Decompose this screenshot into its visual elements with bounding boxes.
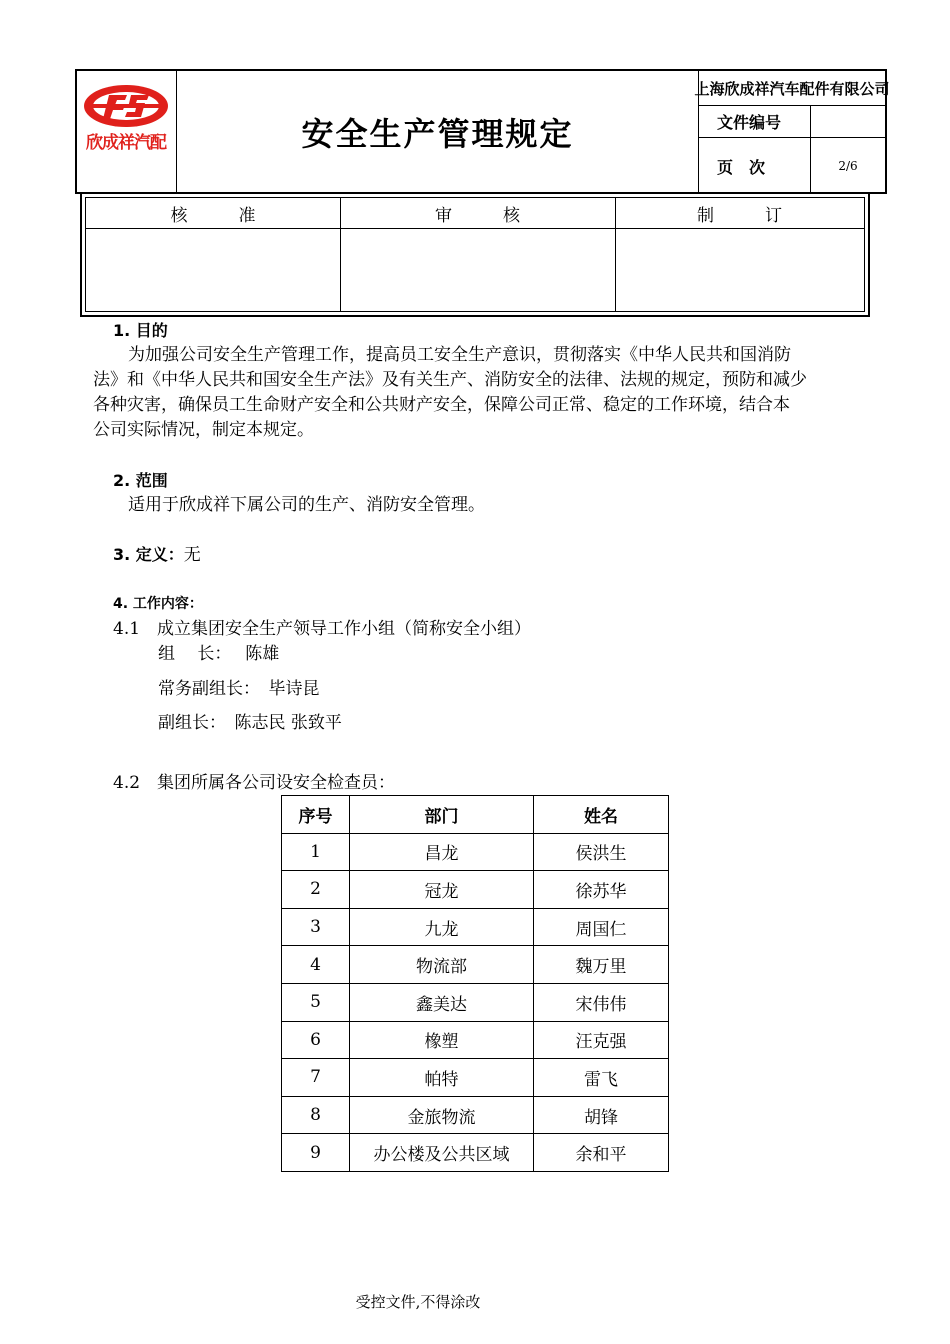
cell-name: 胡锋 [534,1096,669,1134]
doc-no-label: 文件编号 [699,106,811,137]
document-header [75,69,890,194]
footer-note: 受控文件,不得涂改 [355,1293,481,1311]
header-dept: 部门 [350,796,534,834]
section-3-value: 无 [183,545,201,565]
cell-name: 侯洪生 [534,833,669,871]
cell-name: 宋伟伟 [534,983,669,1021]
cell-no: 9 [282,1134,350,1172]
header-name: 姓名 [534,796,669,834]
cell-name: 周国仁 [534,908,669,946]
cell-dept: 办公楼及公共区域 [350,1134,534,1172]
logo-text: 欣成祥汽配 [86,133,166,153]
section-1-line-1: 为加强公司安全生产管理工作，提高员工安全生产意识，贯彻落实《中华人民共和国消防 [128,345,791,365]
doc-no-value [811,106,885,137]
document-info [694,71,890,192]
company-name: 上海欣成祥汽车配件有限公司 [699,71,885,106]
document-title: 安全生产管理规定 [301,114,574,153]
table-row [282,946,669,984]
table-row [282,833,669,871]
cell-no: 7 [282,1059,350,1097]
cell-no: 1 [282,833,350,871]
section-1-line-4: 公司实际情况，制定本规定。 [93,420,314,440]
page-label: 页 次 [699,138,811,194]
table-row [282,1021,669,1059]
cell-no: 8 [282,1096,350,1134]
draft-label: 制 订 [697,205,782,226]
cell-dept: 橡塑 [350,1021,534,1059]
cell-no: 2 [282,871,350,909]
approval-divider [86,228,864,229]
deputy-leader: 副组长： 陈志民 张致平 [158,713,342,733]
section-3 [113,542,201,568]
title-cell [177,71,699,192]
table-row [282,983,669,1021]
cell-dept: 物流部 [350,946,534,984]
cell-name: 余和平 [534,1134,669,1172]
table-row [282,908,669,946]
section-1-heading: 1. 目的 [113,321,168,340]
section-3-heading: 3. 定义： [113,545,184,564]
cell-no: 4 [282,946,350,984]
cell-name: 魏万里 [534,946,669,984]
section-2-text: 适用于欣成祥下属公司的生产、消防安全管理。 [128,495,485,515]
page-row [699,138,885,194]
section-2-heading: 2. 范围 [113,471,168,490]
approve-label: 核 准 [170,205,256,226]
table-row [282,1134,669,1172]
table-row [282,871,669,909]
executive-deputy-leader: 常务副组长： 毕诗昆 [158,679,320,699]
table-header-row [282,796,669,834]
logo-cell [77,71,177,192]
cell-dept: 冠龙 [350,871,534,909]
cell-no: 6 [282,1021,350,1059]
cell-name: 汪克强 [534,1021,669,1059]
company-logo-icon [81,83,171,129]
section-1-line-3: 各种灾害，确保员工生命财产安全和公共财产安全，保障公司正常、稳定的工作环境，结合本 [93,395,790,415]
doc-no-row [699,106,885,138]
table-row [282,1096,669,1134]
section-4-1: 4.1 成立集团安全生产领导工作小组（简称安全小组） [113,619,532,639]
cell-name: 徐苏华 [534,871,669,909]
cell-dept: 帕特 [350,1059,534,1097]
review-label: 审 核 [435,205,520,226]
cell-dept: 昌龙 [350,833,534,871]
section-1-line-2: 法》和《中华人民共和国安全生产法》及有关生产、消防安全的法律、法规的规定，预防和减少 [93,370,807,390]
section-4-2: 4.2 集团所属各公司设安全检查员： [113,773,396,793]
inspector-table [281,795,669,1172]
section-4-heading: 4. 工作内容： [113,596,203,612]
cell-no: 5 [282,983,350,1021]
header-no: 序号 [282,796,350,834]
cell-no: 3 [282,908,350,946]
cell-dept: 鑫美达 [350,983,534,1021]
cell-dept: 九龙 [350,908,534,946]
table-row [282,1059,669,1097]
page-value: 2/6 [838,159,858,173]
group-leader: 组 长： 陈雄 [158,644,280,664]
approval-table [80,194,870,317]
cell-name: 雷飞 [534,1059,669,1097]
cell-dept: 金旅物流 [350,1096,534,1134]
